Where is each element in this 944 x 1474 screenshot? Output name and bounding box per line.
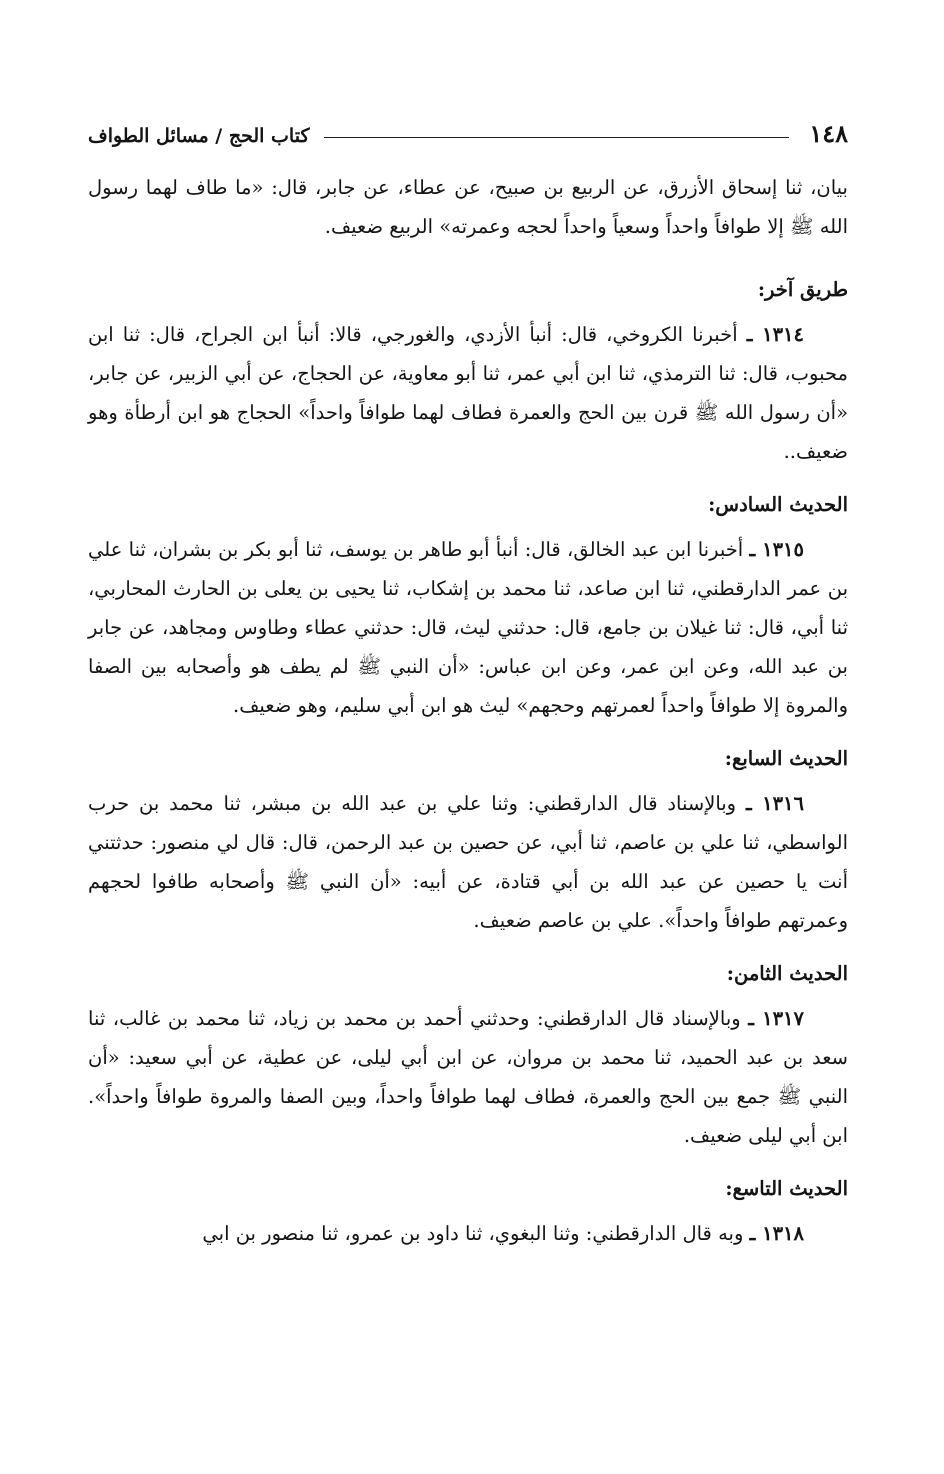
section-heading-sixth: الحديث السادس:: [708, 493, 848, 516]
hadith-number: ١٣١٤ ـ: [746, 323, 804, 346]
section-heading-ninth: الحديث التاسع:: [725, 1177, 848, 1200]
section-heading-other-route: طريق آخر:: [757, 278, 848, 301]
hadith-number: ١٣١٦ ـ: [745, 792, 804, 815]
hadith-text: وبالإسناد قال الدارقطني: وحدثني أحمد بن محمد بن زياد، ثنا محمد بن غالب، ثنا سعد بن عبد الحميد، ثنا محمد بن مروان، عن ابن أبي ليلى، عن عطية، عن أبي سعيد: «أن النبي ﷺ جمع بين الحج والعمرة، فطاف لهما طوافاً واحداً، وبين الصفا والمروة طوافاً واحداً». ابن أبي ليلى ضعيف.: [88, 1007, 848, 1147]
section-heading-seventh: الحديث السابع:: [724, 747, 848, 770]
page-number: ١٤٨: [809, 119, 848, 148]
paragraph-continuation: بيان، ثنا إسحاق الأزرق، عن الربيع بن صبيح، عن عطاء، عن جابر، قال: «ما طاف لهما رسول الله ﷺ إلا طوافاً واحداً وسعياً واحداً لحجه وعمرته» الربيع ضعيف.: [88, 176, 848, 238]
hadith-1318: [88, 1214, 848, 1253]
hadith-1317: [88, 999, 848, 1155]
hadith-number: ١٣١٥ ـ: [749, 538, 804, 561]
running-title: كتاب الحج / مسائل الطواف: [88, 125, 310, 147]
hadith-number: ١٣١٧ ـ: [748, 1007, 804, 1030]
hadith-text: وبالإسناد قال الدارقطني: وثنا علي بن عبد الله بن مبشر، ثنا محمد بن حرب الواسطي، ثنا علي بن عاصم، ثنا أبي، عن حصين بن عبد الرحمن، قال: قال لي منصور: حدثتني أنت يا حصين عن عبد الله بن أبي قتادة، عن أبيه: «أن النبي ﷺ وأصحابه طافوا لحجهم وعمرتهم طوافاً واحداً». علي بن عاصم ضعيف.: [88, 792, 848, 932]
body-text: [88, 168, 848, 1253]
book-page: [88, 0, 848, 1474]
header-rule: [324, 137, 790, 138]
hadith-text: وبه قال الدارقطني: وثنا البغوي، ثنا داود بن عمرو، ثنا منصور بن ابي: [202, 1222, 750, 1245]
hadith-1315: [88, 530, 848, 725]
page-header: [88, 112, 848, 146]
hadith-1316: [88, 784, 848, 940]
hadith-number: ١٣١٨ ـ: [749, 1222, 804, 1245]
hadith-text: أخبرنا ابن عبد الخالق، قال: أنبأ أبو طاهر بن يوسف، ثنا أبو بكر بن بشران، ثنا علي بن عمر الدارقطني، ثنا ابن صاعد، ثنا محمد بن إشكاب، ثنا يحيى بن يعلى بن الحارث المحاربي، ثنا أبي، قال: ثنا غيلان بن جامع، قال: حدثني ليث، قال: حدثني عطاء وطاوس ومجاهد، عن جابر بن عبد الله، وعن ابن عمر، وعن ابن عباس: «أن النبي ﷺ لم يطف هو وأصحابه بين الصفا والمروة إلا طوافاً واحداً لعمرتهم وحجهم» ليث هو ابن أبي سليم، وهو ضعيف.: [88, 538, 848, 717]
section-heading-eighth: الحديث الثامن:: [726, 962, 848, 985]
hadith-1314: [88, 315, 848, 471]
hadith-text: أخبرنا الكروخي، قال: أنبأ الأزدي، والغورجي، قالا: أنبأ ابن الجراح، قال: ثنا ابن محبوب، قال: ثنا الترمذي، ثنا ابن أبي عمر، ثنا أبو معاوية، عن الحجاج، عن أبي الزبير، عن جابر، «أن رسول الله ﷺ قرن بين الحج والعمرة فطاف لهما طوافاً واحداً» الحجاج هو ابن أرطأة وهو ضعيف..: [88, 323, 848, 463]
